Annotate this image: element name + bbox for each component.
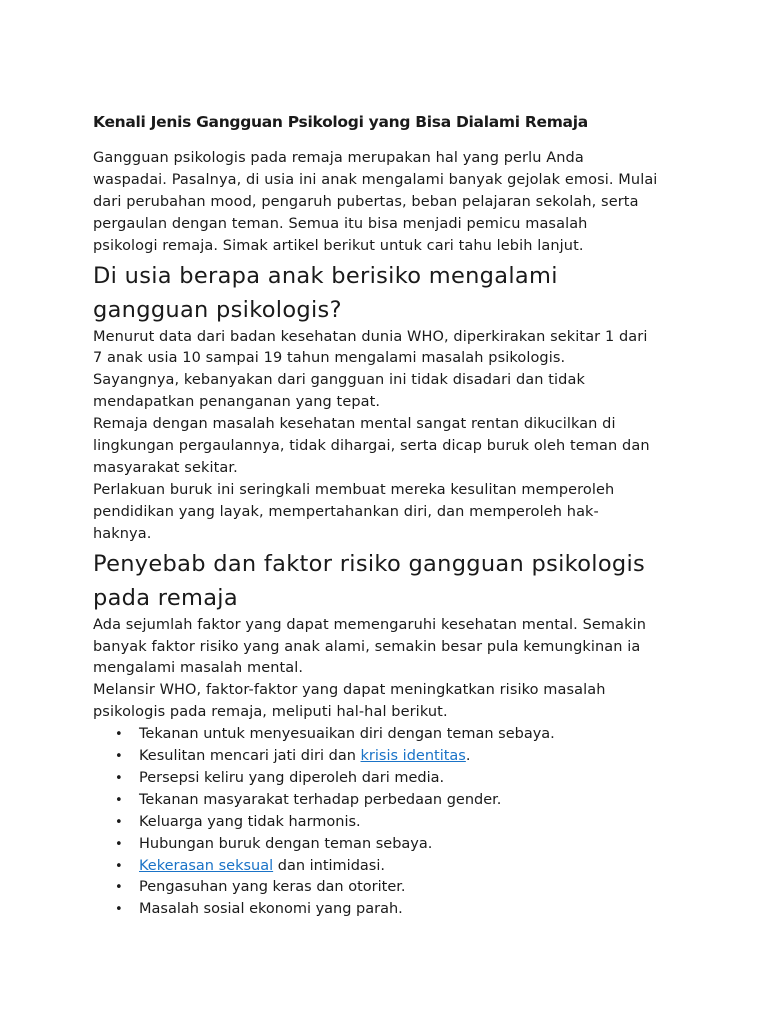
section-body-risk-factors (93, 615, 693, 725)
list-item (111, 877, 693, 899)
bullet-icon: • (115, 858, 123, 874)
body-line: 7 anak usia 10 sampai 19 tahun mengalami masalah psikologis. (93, 350, 566, 367)
list-item (111, 812, 693, 834)
article-title: Kenali Jenis Gangguan Psikologi yang Bisa Dialami Remaja (93, 113, 588, 131)
list-item-text: Keluarga yang tidak harmonis. (139, 813, 361, 830)
body-line: banyak faktor risiko yang anak alami, semakin besar pula kemungkinan ia (93, 638, 641, 655)
body-line: masyarakat sekitar. (93, 459, 238, 476)
section-heading-risk-factors (93, 547, 693, 615)
bullet-icon: • (115, 749, 123, 765)
body-line: Melansir WHO, faktor-faktor yang dapat meningkatkan risiko masalah (93, 682, 606, 699)
section-body-age-risk (93, 327, 693, 546)
heading-line: gangguan psikologis? (93, 296, 342, 323)
body-line: Ada sejumlah faktor yang dapat memengaruhi kesehatan mental. Semakin (93, 616, 647, 633)
list-item-text: dan intimidasi. (273, 857, 385, 874)
bullet-icon: • (115, 814, 123, 830)
list-item-text: Pengasuhan yang keras dan otoriter. (139, 879, 406, 896)
list-item-text: Tekanan masyarakat terhadap perbedaan gender. (139, 791, 502, 808)
bullet-icon: • (115, 880, 123, 896)
bullet-icon: • (115, 792, 123, 808)
list-item-text: Persepsi keliru yang diperoleh dari media. (139, 769, 445, 786)
list-item (111, 724, 693, 746)
body-line: Sayangnya, kebanyakan dari gangguan ini tidak disadari dan tidak (93, 372, 585, 389)
list-item-text: Hubungan buruk dengan teman sebaya. (139, 835, 433, 852)
bullet-icon: • (115, 902, 123, 918)
bullet-icon: • (115, 836, 123, 852)
intro-line: Gangguan psikologis pada remaja merupakan hal yang perlu Anda (93, 150, 584, 166)
intro-line: psikologi remaja. Simak artikel berikut untuk cari tahu lebih lanjut. (93, 237, 584, 254)
list-item (111, 790, 693, 812)
document-page (93, 110, 693, 921)
section-heading-age-risk (93, 259, 693, 327)
inline-link[interactable]: Kekerasan seksual (139, 857, 274, 874)
body-line: Remaja dengan masalah kesehatan mental sangat rentan dikucilkan di (93, 416, 616, 433)
body-line: Perlakuan buruk ini seringkali membuat mereka kesulitan memperoleh (93, 481, 615, 498)
risk-factor-list (93, 724, 693, 921)
body-line: haknya. (93, 525, 152, 542)
intro-line: waspadai. Pasalnya, di usia ini anak mengalami banyak gejolak emosi. Mulai (93, 171, 658, 188)
body-line: mendapatkan penanganan yang tepat. (93, 394, 381, 411)
intro-line: dari perubahan mood, pengaruh pubertas, beban pelajaran sekolah, serta (93, 193, 639, 210)
list-item-text: Masalah sosial ekonomi yang parah. (139, 901, 403, 918)
list-item (111, 746, 693, 768)
list-item (111, 768, 693, 790)
heading-line: pada remaja (93, 584, 238, 611)
body-line: psikologis pada remaja, meliputi hal-hal berikut. (93, 704, 448, 721)
list-item (111, 899, 693, 921)
heading-line: Di usia berapa anak berisiko mengalami (93, 262, 558, 289)
body-line: Menurut data dari badan kesehatan dunia WHO, diperkirakan sekitar 1 dari (93, 328, 648, 345)
body-line: pendidikan yang layak, mempertahankan diri, dan memperoleh hak- (93, 503, 599, 520)
inline-link[interactable]: krisis identitas (360, 748, 466, 765)
intro-line: pergaulan dengan teman. Semua itu bisa menjadi pemicu masalah (93, 215, 588, 232)
body-line: lingkungan pergaulannya, tidak dihargai, serta dicap buruk oleh teman dan (93, 438, 650, 455)
heading-line: Penyebab dan faktor risiko gangguan psikologis (93, 550, 646, 577)
list-item (111, 834, 693, 856)
body-line: mengalami masalah mental. (93, 660, 304, 677)
bullet-icon: • (115, 727, 123, 743)
list-item-text: Tekanan untuk menyesuaikan diri dengan teman sebaya. (139, 726, 555, 743)
bullet-icon: • (115, 770, 123, 786)
list-item-text: Kesulitan mencari jati diri dan (139, 748, 361, 765)
intro-paragraph (93, 148, 693, 258)
list-item-text: . (465, 748, 471, 765)
list-item (111, 856, 693, 878)
